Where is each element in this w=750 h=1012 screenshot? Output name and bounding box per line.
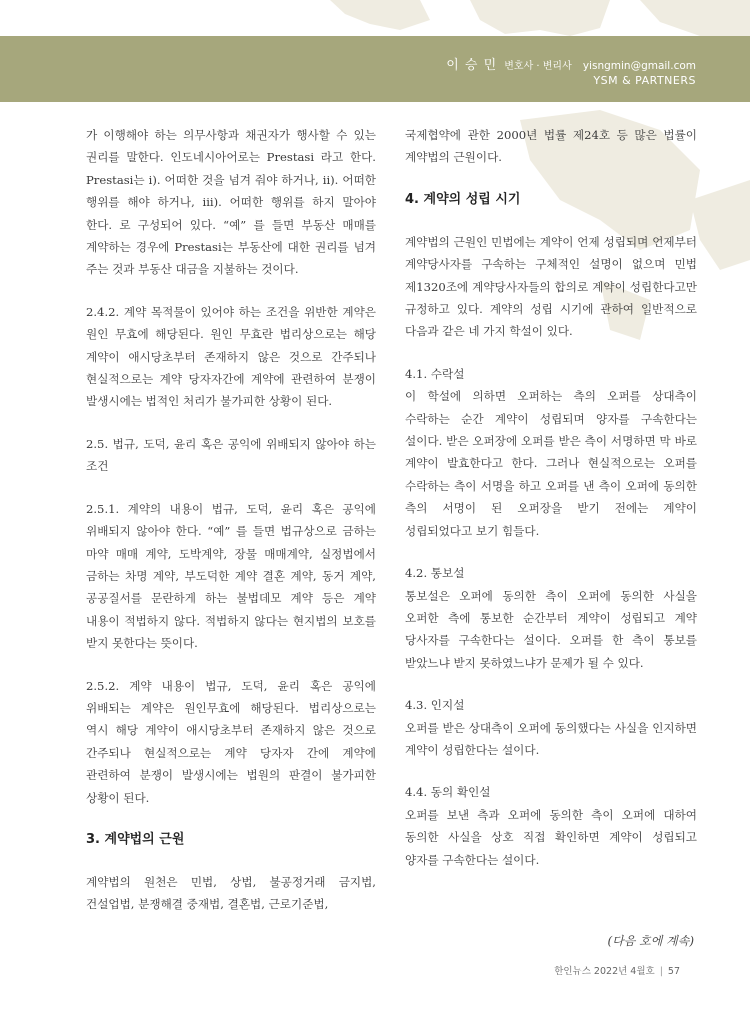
subsection-title-4-3: 4.3. 인지설 (405, 698, 465, 713)
footer-separator: | (659, 966, 663, 977)
page-number: 57 (667, 966, 680, 977)
left-paragraph-1: 가 이행해야 하는 의무사항과 채권자가 행사할 수 있는 권리를 말한다. 인도네시아어로는 Prestasi 라고 한다. Prestasi는 i). 어떠한 것을 넘겨 줘야 하거나, ii). 어떠한 행위를 해야 하거나, iii). 어떠한 행위를 하지 말아야 한다. 로 구성되어 있다. “예” 를 들면 부동산 매매를 계약하는 경우에 Prestasi는 부동산에 대한 권리를 넘겨 주는 것과 부동산 대금을 지불하는 것이다. (86, 128, 376, 277)
page-footer (554, 963, 680, 977)
subsection-title-4-1: 4.1. 수락설 (405, 366, 465, 381)
section-heading-3: 3. 계약법의 근원 (86, 831, 185, 847)
right-paragraph-1: 국제협약에 관한 2000년 법률 제24호 등 많은 법률이 계약법의 근원이다. (405, 128, 697, 165)
author-line (446, 54, 696, 73)
subsection-body-4-2: 통보설은 오퍼에 동의한 측이 오퍼에 동의한 사실을 오퍼한 측에 통보한 순간부터 계약이 성립되고 계약 당사자를 구속한다는 설이다. 오퍼를 한 측이 통보를 받았느냐 받지 못하였느냐가 문제가 될 수 있다. (405, 588, 697, 670)
left-paragraph-2: 2.4.2. 계약 목적물이 있어야 하는 조건을 위반한 계약은 원인 무효에 해당된다. 원인 무효란 법리상으로는 해당 계약이 애시당초부터 존재하지 않은 것으로 간주되나 현실적으로는 계약 당자자간에 계약에 관련하여 분쟁이 발생시에는 법적인 처리가 불가피한 상황이 된다. (86, 304, 376, 409)
left-column (86, 124, 376, 916)
right-column (405, 124, 697, 871)
firm-name: YSM & PARTNERS (593, 74, 696, 87)
right-paragraph-2: 계약법의 근원인 민법에는 계약이 언제 성립되며 언제부터 계약당사자를 구속하는 구체적인 설명이 없으며 민법 제1320조에 계약당사자들의 합의로 계약이 성립한다고만 규정하고 있다. 계약의 성립 시기에 관하여 일반적으로 다음과 같은 네 가지 학설이 있다. (405, 234, 697, 339)
subsection-title-4-2: 4.2. 통보설 (405, 566, 465, 581)
subsection-body-4-4: 오퍼를 보낸 측과 오퍼에 동의한 측이 오퍼에 대하여 동의한 사실을 상호 직접 확인하면 계약이 성립되고 양자를 구속한다는 설이다. (405, 807, 697, 867)
author-role: 변호사 · 변리사 (504, 61, 572, 72)
subsection-title-4-4: 4.4. 동의 확인설 (405, 785, 491, 800)
author-email[interactable]: yisngmin@gmail.com (582, 60, 696, 72)
continued-note: (다음 호에 계속) (607, 934, 694, 948)
subsection-body-4-3: 오퍼를 받은 상대측이 오퍼에 동의했다는 사실을 인지하면 계약이 성립한다는 설이다. (405, 720, 697, 757)
subsection-body-4-1: 이 학설에 의하면 오퍼하는 측의 오퍼를 상대측이 수락하는 순간 계약이 성립되며 양자를 구속한다는 설이다. 받은 오퍼장에 오퍼를 받은 측이 서명하면 막 바로 계약이 발효한다고 한다. 그러나 현실적으로는 오퍼를 수락하는 측이 서명을 하고 오퍼를 낸 측이 오퍼에 동의한 측의 서명이 된 오퍼장을 받기 전에는 계약이 성립되었다고 보기 힘들다. (405, 389, 697, 538)
left-paragraph-4: 2.5.1. 계약의 내용이 법규, 도덕, 윤리 혹은 공익에 위배되지 않아야 한다. “예” 를 들면 법규상으로 금하는 마약 매매 계약, 도박계약, 장물 매매계약, 실정법에서 금하는 차명 계약, 부도덕한 계약 결혼 계약, 동거 계약, 공공질서를 문란하게 하는 불법데모 계약 등은 계약 내용이 적법하지 않다. 적법하지 않다는 현지법의 보호를 받지 못한다는 뜻이다. (86, 501, 376, 651)
magazine-issue: 한인뉴스 2022년 4월호 (554, 966, 655, 977)
author-name: 이 승 민 (446, 58, 498, 73)
left-paragraph-5: 2.5.2. 계약 내용이 법규, 도덕, 윤리 혹은 공익에 위배되는 계약은 원인무효에 해당된다. 법리상으로는 역시 해당 계약이 애시당초부터 존재하지 않은 것으로 간주되나 현실적으로는 계약 당자자 간에 계약에 관련하여 분쟁이 발생시에는 법원의 판결이 불가피한 상황이 된다. (86, 678, 376, 805)
left-paragraph-6: 계약법의 원천은 민법, 상법, 불공정거래 금지법, 건설업법, 분쟁해결 중재법, 결혼법, 근로기준법, (86, 874, 376, 912)
section-heading-4: 4. 계약의 성립 시기 (405, 191, 521, 207)
left-paragraph-3: 2.5. 법규, 도덕, 윤리 혹은 공익에 위배되지 않아야 하는 조건 (86, 436, 376, 474)
